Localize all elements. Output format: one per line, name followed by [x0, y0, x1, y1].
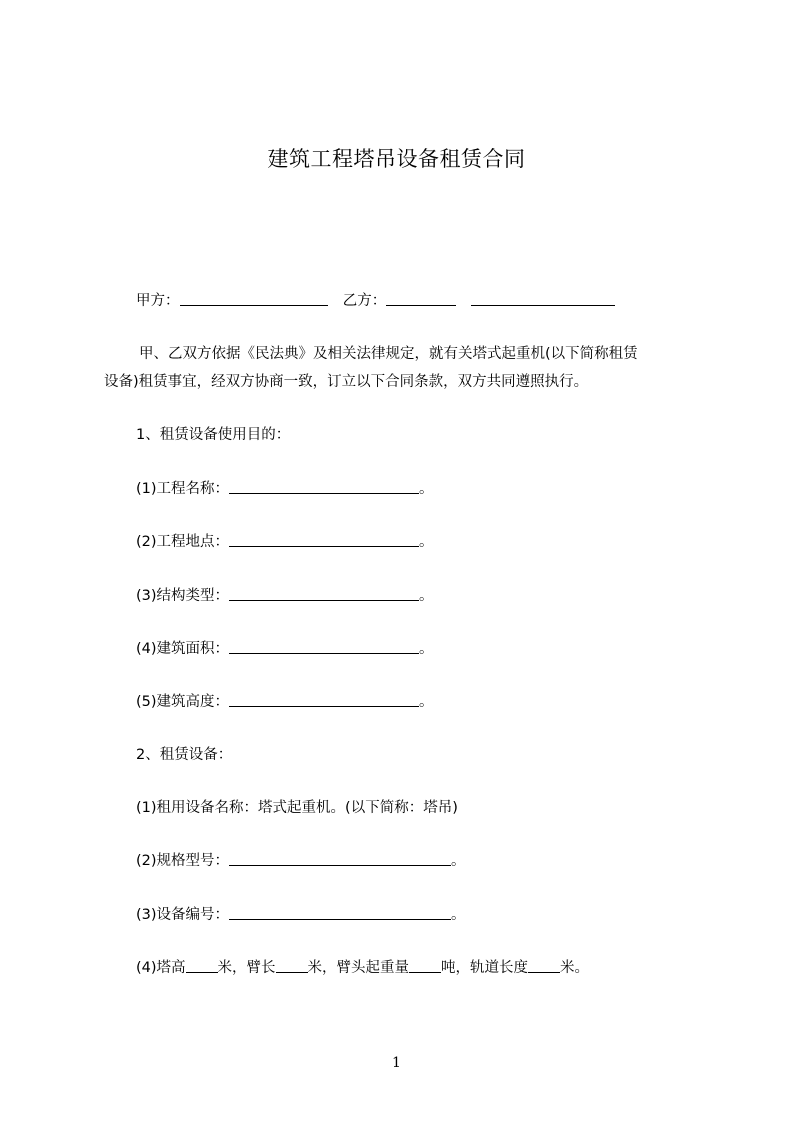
- section1-item-2: (2)工程地点： 。: [136, 534, 434, 550]
- project-name-blank[interactable]: [229, 479, 419, 494]
- project-location-blank[interactable]: [229, 532, 419, 547]
- parties-line: [136, 291, 615, 311]
- page-number: 1: [392, 1055, 401, 1071]
- intro-paragraph: [104, 340, 704, 396]
- tower-height-blank[interactable]: [186, 958, 218, 973]
- arm-length-blank[interactable]: [276, 958, 308, 973]
- party-b-label: 乙方：: [342, 293, 387, 309]
- lifting-capacity-blank[interactable]: [409, 958, 441, 973]
- document-title: 建筑工程塔吊设备租赁合同: [267, 147, 526, 171]
- section1-item-3: (3)结构类型： 。: [136, 588, 434, 604]
- section2-item-3: (3)设备编号： 。: [136, 907, 466, 923]
- building-height-blank[interactable]: [229, 692, 419, 707]
- structure-type-blank[interactable]: [229, 586, 419, 601]
- model-spec-blank[interactable]: [229, 851, 451, 866]
- party-b-blank[interactable]: [386, 291, 456, 306]
- section1-item-1: (1)工程名称： 。: [136, 481, 434, 497]
- party-a-blank[interactable]: [180, 291, 328, 306]
- equipment-number-blank[interactable]: [229, 905, 451, 920]
- building-area-blank[interactable]: [229, 639, 419, 654]
- party-b-blank-2[interactable]: [471, 291, 615, 306]
- section1-heading: 1、租赁设备使用目的：: [136, 427, 291, 443]
- intro-line-2: 设备)租赁事宜，经双方协商一致，订立以下合同条款，双方共同遵照执行。: [104, 374, 589, 390]
- section2-item-2: (2)规格型号： 。: [136, 853, 466, 869]
- section1-item-5: (5)建筑高度： 。: [136, 694, 434, 710]
- party-a-label: 甲方：: [136, 293, 180, 309]
- section2-item-1: (1)租用设备名称：塔式起重机。(以下简称：塔吊): [136, 800, 458, 816]
- section1-item-4: (4)建筑面积： 。: [136, 641, 434, 657]
- intro-line-1: 甲、乙双方依据《民法典》及相关法律规定，就有关塔式起重机(以下简称租赁: [139, 346, 638, 362]
- section2-item-4: (4)塔高 米，臂长 米，臂头起重量 吨，轨道长度 米。: [136, 960, 590, 976]
- track-length-blank[interactable]: [528, 958, 560, 973]
- section2-heading: 2、租赁设备：: [136, 747, 233, 763]
